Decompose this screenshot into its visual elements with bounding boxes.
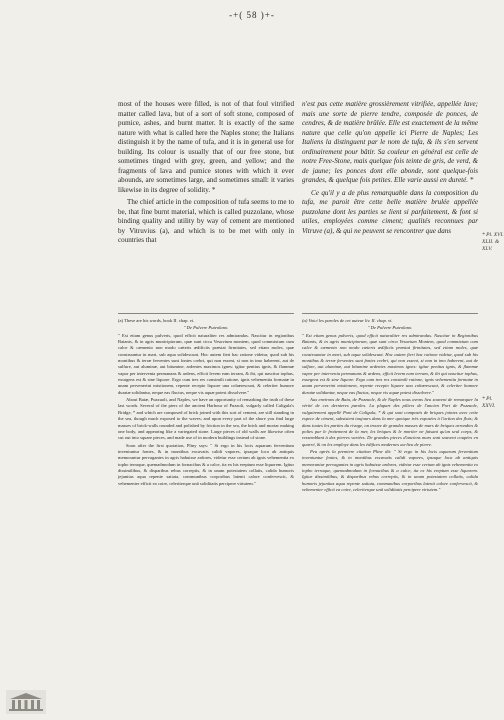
footnote-latin-quote: " Est etiam genus pulveris, quod efficit naturaliter res admirandas. Nascitur in Regionibus Baianis, & in agris municipiorum, quæ sunt circa Vesuvium Montem, quod commixtum cum calce & cæmento non modo cæteris ædificiis præstat firmitates, sed etiam moles, quæ construuntur in mari, sub aqua solidescunt. Hoc autem fieri hac ratione videtur, quod sub his montibus & terræ ferventes sunt fontes crebri, qui non essent, si non in imo haberent, aut de sulfure, aut aluminæ, aut bitumine ardentes maximos ignes: igitur penitus ignis, & flammæ vapor per intervenia permanans & ardens, efficit levem eam terram, & ibi qui nascitur tophus, exurgens est & sine liquore. Ergo cum tres res consimili ratione, ignis vehementia formatæ in unam pervenerint mixtionem, repente recepto liquore una cohærescunt, & celeriter humore duratæ solidantur, neque eas fluctus, neque vis aquæ potest dissolvere." bbox=[302, 332, 478, 395]
footnote-intro: (a) These are his words, book II. chap. vi. bbox=[118, 318, 195, 323]
footnote-rule-french bbox=[302, 313, 478, 314]
french-footnotes bbox=[302, 318, 478, 494]
english-footnotes bbox=[118, 318, 294, 488]
footnote-latin-quote-2: Soon after the first quotation, Pliny says: " Si ergo in his locis aquarum ferventium inveniuntur fontes, & in montibus excavatis calidi vapores, ipsaque loca ab antiquis memorantur pervagantes in agris habuisse ardores, videtur esse certum ab ignis vehementia ex topho terraque, quemadmodum in fornacibus & a calce, ita ex his ereptum esse liquorem. Igitur dissimilibus, & disparibus rebus correptis, & in unam potestatem collatis, calida humoris jejunitas aqua repente satiata, communibus corporibus latenti calore confervescit, & vehementer efficit ea coire, celeriterque unā soliditatis percipere virtutem." bbox=[118, 442, 294, 486]
french-paragraph-2: Ce qu'il y a de plus remarquable dans la composition du tufa, me paroit être cette belle matière brulée appellée puzzolane dont les parties se lient si parfaitement, & font si utiles, employées comme ciment; qualités reconnues par Vitruve (a), & qui ne peuvent se rencontrer que dans bbox=[302, 188, 478, 235]
footnote-commentary: About Baiæ, Puzzuoli, and Naples, we have an opportunity of remarking the truth of these last words. Several of the piers of the ancient Harbour of Puzzoli, vulgarly called Caligula's Bridge, * and which are composed of brick joined with this sort of cement, are still standing in the sea, though much exposed to the waves; and upon every part of the shore you find large masses of brick-walls rounded and polished by friction in the sea, the brick and mortar making one body, and appearing like a variegated stone. Large pieces of old walls are likewise often cut out into square pieces, and made use of in modern buildings instead of stone. bbox=[118, 397, 294, 441]
french-paragraph-1: n'est pas cette matière grossièrement vitrifiée, appellée lave; mais une sorte de pierre tendre, composée de ponces, de cendres, & de matière brûlée. Elle est exactement de la même nature que celle qu'on appelle ici Pierre de Naples; Les Italiens la distinguent par le nom de tufa, & ils s'en servent ordinairement pour bâtir. Sa couleur en général est celle de notre Free-Stone, mais quelque fois teinte de gris, de verd, & de jaune; les ponces dont elle abonde, sont quelque-fois grandes, & quelque fois petites. Elle varie aussi en dureté. * bbox=[302, 100, 478, 184]
footnote-latin-quote-2: Peu après la premiere citation Pline dit: " Si ergo in his locis aquarum ferventium inveniuntur fontes, & in montibus excavatis calidi vapores, ipsaque loca ab antiquis memorantur pervagantes in agris habuisse ardores, videtur esse certum ab ignis vehementia ex topho terraque, quemadmodum in fornacibus & a calce, ita ex his ereptum esse liquorem. Igitur dissimilibus, & disparibus rebus correptis, & in unam potestatem collatis, calida humoris jejunitas aqua repente satiata, communibus corporibus latenti calore confervescit, & vehementer efficit ea coire, celeriterque unā soliditatis percipere virtutem." bbox=[302, 448, 478, 492]
page-number: -+( 58 )+- bbox=[229, 10, 275, 20]
library-building-logo-icon bbox=[6, 690, 46, 714]
footnote-rule-english bbox=[118, 313, 294, 314]
english-paragraph-2: The chief article in the composition of tufa seems to me to be, that fine burnt material, which is called puzzolane, whose binding quality and utility by way of cement are mentioned by Vitruvius (a), and which is to be met with only in countries that bbox=[118, 198, 294, 244]
footnote-title: " De Pulvere Puteolano. bbox=[367, 325, 413, 331]
english-body bbox=[118, 100, 294, 249]
margin-note-plates-upper: * Pl. XVI. XLII. & XLV. bbox=[482, 232, 504, 252]
footnote-title: " De Pulvere Puteolano. bbox=[183, 325, 229, 331]
footnote-latin-quote: " Est etiam genus pulveris, quod efficit naturaliter res admirandas. Nascitur in regionibus Baianis, & in agris municipiorum, quæ sunt circa Vesuvium montem, quod commixtum cum calce & cæmento non modo cæteris ædificiis præstat firmitates, sed etiam moles, quæ construuntur in mari, sub aqua solidescunt. Hoc autem fieri hac ratione videtur, quod sub his montibus & terræ ferventes sunt fontes crebri, qui non essent, si non in imo haberent, aut de sulfure, aut aluminæ, aut bitumine, ardentes maximos ignes: igitur penitus ignis, & flammæ vapor per intervenia permanans & ardens, efficit levem eam terram, & ibi, qui nascitur tophus, exurgens est & sine liquore. Ergo cum tres res consimili ratione, ignis vehementia formatæ in unam pervenerint mixtionem, repente recepto liquore una cohærescunt, & celeriter humore duratæ solidantur, neque eas fluctus, neque vis aquæ potest dissolvere." bbox=[118, 332, 294, 395]
english-paragraph-1: most of the houses were filled, is not of that foul vitrified matter called lava, but of a sort of soft stone, composed of pumice, ashes, and burnt matter. It is exactly of the same nature with what is called here the Naples stone; the Italians distinguish it by the name of tufa, and it is in general use for building. Its colour is usually that of our free stone, but sometimes tinged with grey, green, and yellow; and the fragments of lava and pumice stones with which it ever abounds, are sometimes large, and sometimes small: it varies likewise in its degree of solidity. * bbox=[118, 100, 294, 194]
footnote-commentary: Aux environs de Baia, de Pozzuole, & de Naples nous avons lieu souvent de remarquer la vérité de ces dernieres paroles. La plupart des piliers de l'ancien Port de Pozzuole, vulgairement appellé Pont de Caligula, * & qui sont composés de briques jointes avec cette espece de ciment, subsistent toujours dans la mer quoique très exposées à l'action des flots; & dans toutes les parties du rivage, on trouve de grandes masses de murs de briques arrondies & polies par le frottement de la mer, les briques & le mortier ne faisant qu'un seul corps, & ressemblant à des pierres variées. De grandes pieces d'anciens murs sont souvent coupées en quarré, & on les employe dans les édifices modernes au-lieu de pierre. bbox=[302, 397, 478, 447]
footnote-intro: (a) Voici les paroles de cet auteur liv. II. chap. vi. bbox=[302, 318, 393, 323]
margin-note-plates-lower: * Pl. XXVI. bbox=[482, 396, 496, 409]
french-body bbox=[302, 100, 478, 239]
